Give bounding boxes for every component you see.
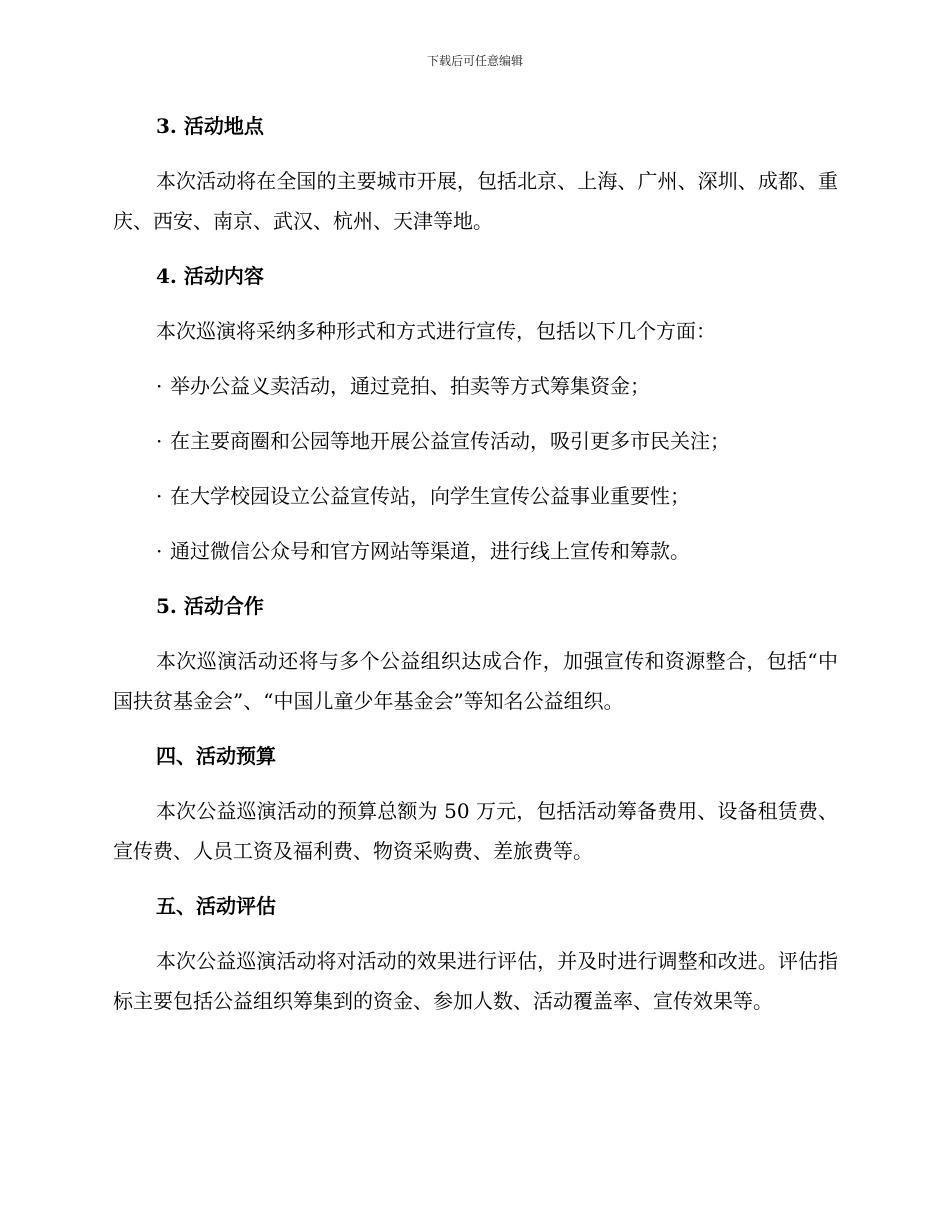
- section-heading-evaluation: 五、活动评估: [156, 894, 276, 918]
- list-item-text: 在主要商圈和公园等地开展公益宣传活动，吸引更多市民关注；: [170, 429, 730, 453]
- list-item: [113, 476, 838, 516]
- page-header: 下载后可任意编辑: [426, 54, 523, 68]
- list-item-text: 在大学校园设立公益宣传站，向学生宣传公益事业重要性；: [170, 484, 690, 508]
- bullet-mark: ·: [156, 484, 163, 508]
- list-item: [113, 531, 838, 571]
- section-heading-budget: 四、活动预算: [156, 744, 276, 768]
- bullet-mark: ·: [156, 374, 163, 398]
- bullet-mark: ·: [156, 539, 163, 563]
- paragraph-evaluation: 本次公益巡演活动将对活动的效果进行评估，并及时进行调整和改进。评估指标主要包括公益组织筹集到的资金、参加人数、活动覆盖率、宣传效果等。: [113, 949, 838, 1013]
- paragraph-budget: 本次公益巡演活动的预算总额为 50 万元，包括活动筹备费用、设备租赁费、宣传费、人员工资及福利费、物资采购费、差旅费等。: [113, 799, 838, 863]
- section-heading-location: 3. 活动地点: [156, 114, 264, 138]
- paragraph-cooperation: 本次巡演活动还将与多个公益组织达成合作，加强宣传和资源整合，包括“中国扶贫基金会”、“中国儿童少年基金会”等知名公益组织。: [113, 649, 838, 713]
- list-item-text: 举办公益义卖活动，通过竞拍、拍卖等方式筹集资金；: [170, 374, 650, 398]
- section-heading-cooperation: 5. 活动合作: [156, 594, 264, 618]
- bullet-mark: ·: [156, 429, 163, 453]
- list-item: [113, 421, 838, 461]
- paragraph-content-intro: 本次巡演将采纳多种形式和方式进行宣传，包括以下几个方面：: [156, 319, 716, 343]
- document-body: [113, 106, 838, 1036]
- section-heading-content: 4. 活动内容: [156, 264, 264, 288]
- list-item-text: 通过微信公众号和官方网站等渠道，进行线上宣传和筹款。: [170, 539, 690, 563]
- list-item: [113, 366, 838, 406]
- paragraph-location: 本次活动将在全国的主要城市开展，包括北京、上海、广州、深圳、成都、重庆、西安、南京、武汉、杭州、天津等地。: [113, 169, 838, 233]
